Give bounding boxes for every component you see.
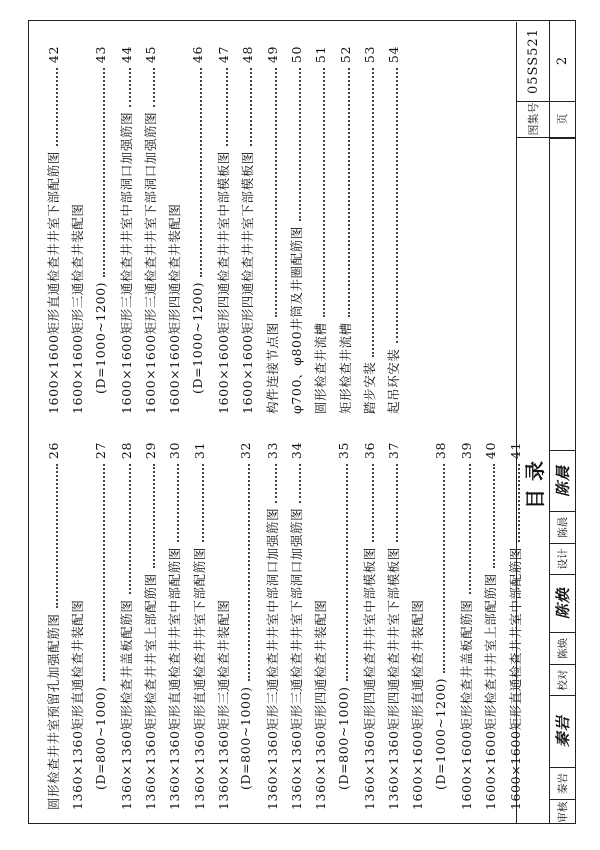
dot-leader [493,464,495,568]
toc-entry [190,46,214,414]
signature: 陈晨 [549,450,575,510]
table-of-contents [44,30,523,810]
toc-entry-page: 26 [46,442,61,460]
toc-right-column [44,46,408,414]
toc-entry-title: 1600×1600矩形三通检查井井室下部洞口加强筋图 [143,111,159,414]
dot-leader [396,68,398,343]
dot-leader [248,464,250,681]
toc-entry-page: 38 [432,442,448,460]
toc-entry-page: 28 [118,442,134,460]
toc-entry [141,442,165,810]
toc-entry [336,46,360,414]
dot-leader [396,464,398,542]
title-block-cell: 设计 [549,543,575,574]
toc-entry-title: 1600×1600矩形三通检查井井室中部洞口加强筋图 [118,111,134,414]
toc-entry [457,442,481,810]
toc-entry [336,442,360,810]
toc-entry-page: 39 [459,442,475,460]
page-number: 2 [549,21,575,102]
toc-entry-page: 27 [92,442,108,460]
dot-leader [103,68,105,277]
toc-entry [238,442,262,810]
dot-leader [299,464,301,503]
toc-entry-title: 构件连接节点图 [264,322,280,414]
toc-entry [68,46,92,414]
toc-entry-title: 1360×1360矩形直通检查井井室中部配筋图 [167,547,183,810]
title-block-cell: 审核 [549,799,575,824]
toc-entry-page: 30 [167,442,183,460]
toc-entry-page: 36 [361,442,377,460]
toc-entry-page: 53 [361,46,377,64]
toc-entry [165,46,189,414]
toc-entry-title: 1600×1600矩形四通检查井井室下部模板图 [240,151,256,414]
toc-entry-page: 47 [216,46,232,64]
atlas-number-label: 图集号 [517,101,550,138]
toc-entry-title: 踏步安装 [361,361,377,414]
toc-entry [141,46,165,414]
toc-entry-title: 1600×1600矩形检查井井室上部配筋图 [483,573,499,810]
toc-entry-title: (D=800~1000) [238,686,254,790]
toc-entry-title: 1600×1600矩形直通检查井井室中部配筋图 [507,547,523,810]
dot-leader [348,68,350,317]
toc-entry-page: 40 [483,442,499,460]
toc-entry [214,442,238,810]
title-block [516,22,575,824]
dot-leader [153,68,155,107]
toc-entry-page: 29 [143,442,159,460]
toc-entry-title: 1360×1360矩形检查井盖板配筋图 [118,599,134,810]
toc-entry-page: 34 [288,442,304,460]
dot-leader [443,464,445,673]
dot-leader [177,464,179,542]
toc-entry [117,46,141,414]
toc-entry-page: 43 [92,46,108,64]
dot-leader [346,464,348,681]
toc-entry-page: 45 [143,46,159,64]
toc-entry [311,442,335,810]
toc-entry-page: 42 [46,46,61,64]
dot-leader [56,464,58,608]
toc-entry-page: 37 [386,442,402,460]
toc-entry-title: 矩形检查井流槽 [337,322,353,414]
toc-entry-title: φ700、φ800井筒及井圈配筋图 [288,226,304,414]
toc-entry-title: 1360×1360矩形四通检查井井室下部模板图 [386,547,402,810]
signature: 陈焕 [549,574,575,632]
toc-entry-title: 1600×1600矩形直通检查井装配图 [410,599,426,810]
dot-leader [250,68,252,146]
toc-entry [408,442,432,810]
toc-entry-title: 1600×1600矩形四通检查井装配图 [167,203,183,414]
toc-entry-page: 32 [238,442,254,460]
signature: 秦岩 [549,695,575,767]
toc-entry-page: 41 [507,442,523,460]
toc-entry [360,442,384,810]
toc-entry-title: 起吊环安装 [386,348,402,414]
title-block-cell: 陈焕 [549,632,575,665]
toc-entry [287,442,311,810]
page-label: 页 [549,101,575,138]
dot-leader [275,68,277,317]
dot-leader [56,68,58,146]
dot-leader [299,68,301,221]
title-block-cell: 秦岩 [549,767,575,800]
dot-leader [469,464,471,594]
toc-entry-title: 1600×1600矩形四通检查井井室中部模板图 [216,151,232,414]
signature-row [549,138,575,824]
dot-leader [372,464,374,542]
toc-entry [384,46,408,414]
toc-entry-title: 1360×1360矩形三通检查井井室下部洞口加强筋图 [288,507,304,810]
toc-entry-page: 35 [335,442,351,460]
toc-entry [117,442,141,810]
toc-entry-page: 46 [189,46,205,64]
dot-leader [200,68,202,277]
dot-leader [129,68,131,107]
toc-entry-title: 1600×1600矩形直通检查井井室下部配筋图 [46,151,61,414]
toc-entry-page: 50 [288,46,304,64]
toc-entry-title: 1360×1360矩形四通检查井装配图 [313,599,329,810]
toc-entry-title: (D=800~1000) [335,686,351,790]
toc-entry [214,46,238,414]
toc-entry-title: (D=800~1000) [92,686,108,790]
toc-entry-page: 44 [118,46,134,64]
toc-entry-title: 1360×1360矩形直通检查井装配图 [70,599,86,810]
toc-entry-title: 1360×1360矩形四通检查井井室中部模板图 [361,547,377,810]
toc-entry-page: 49 [264,46,280,64]
dot-leader [372,68,374,356]
toc-entry-title: (D=1000~1200) [189,281,205,394]
toc-entry [93,442,117,810]
dot-leader [153,464,155,568]
toc-entry [190,442,214,810]
toc-entry [238,46,262,414]
toc-entry-page: 51 [313,46,329,64]
toc-entry-title: 圆形检查井井室预留孔加强配筋图 [46,613,61,810]
toc-entry-title: (D=1000~1200) [92,281,108,394]
toc-entry-title: 1360×1360矩形三通检查井井室中部洞口加强筋图 [264,507,280,810]
toc-entry [481,442,505,810]
toc-entry [384,442,408,810]
drawing-title: 目录 [517,138,550,824]
toc-entry-title: 1600×1600矩形三通检查井装配图 [70,203,86,414]
toc-entry [311,46,335,414]
toc-entry-page: 54 [386,46,402,64]
toc-entry [44,46,68,414]
toc-left-column [44,442,530,810]
dot-leader [202,464,204,542]
toc-entry-page: 31 [191,442,207,460]
toc-entry-title: 圆形检查井流槽 [313,322,329,414]
toc-entry [165,442,189,810]
toc-entry [263,442,287,810]
toc-entry [433,442,457,810]
toc-entry [360,46,384,414]
title-block-cell: 校对 [549,664,575,695]
dot-leader [323,68,325,317]
toc-entry [287,46,311,414]
toc-entry-page: 52 [337,46,353,64]
toc-entry-title: 1360×1360矩形直通检查井井室下部配筋图 [191,547,207,810]
toc-entry-title: 1360×1360矩形检查井井室上部配筋图 [143,573,159,810]
toc-entry-title: 1360×1360矩形三通检查井装配图 [216,599,232,810]
dot-leader [103,464,105,681]
toc-entry [93,46,117,414]
title-block-cell [549,138,575,450]
toc-entry [68,442,92,810]
dot-leader [129,464,131,594]
dot-leader [226,68,228,146]
title-block-cell: 陈晨 [549,511,575,544]
toc-entry-title: (D=1000~1200) [432,677,448,790]
toc-entry [44,442,68,810]
toc-entry-page: 33 [264,442,280,460]
toc-entry-title: 1600×1600矩形检查井盖板配筋图 [459,599,475,810]
toc-entry [263,46,287,414]
toc-entry-page: 48 [240,46,256,64]
atlas-number: 05SS521 [517,21,550,102]
dot-leader [275,464,277,503]
